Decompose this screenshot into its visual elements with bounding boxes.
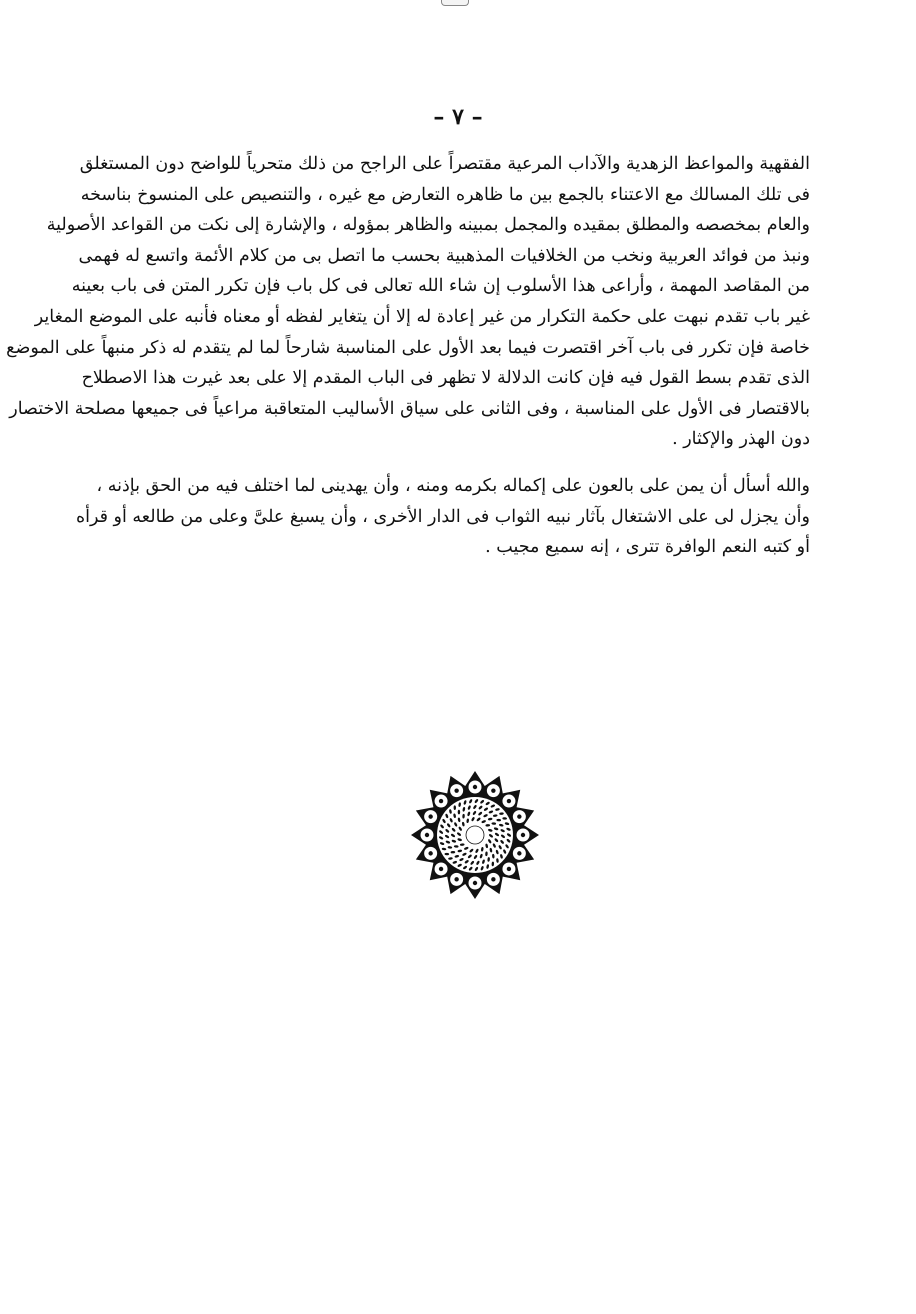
paragraph-1 — [6, 149, 810, 455]
ornament-lobe-dot — [491, 877, 495, 881]
ornament-lobe-dot — [507, 799, 511, 803]
text-line: الفقهية والمواعظ الزهدية والآداب المرعية مقتصراً على الراجح من ذلك متحرياً للواضح دون المستغلق — [79, 154, 810, 174]
ornament-lobe-dot — [517, 814, 521, 818]
ornament-lobe-dot — [473, 881, 477, 885]
ornament-lobe-dot — [473, 785, 477, 789]
ornament-lobe-dot — [439, 867, 443, 871]
text-line: خاصة فإن تكرر فى باب آخر اقتصرت فيما بعد الأول على المناسبة شارحاً لما لم يتقدم له ذكر منبهاً على الموضع — [6, 337, 810, 358]
text-line: وأن يجزل لى على الاشتغال بآثار نبيه الثواب فى الدار الأخرى ، وأن يسبغ علىَّ وعلى من طالعه أو قرأه — [75, 506, 810, 527]
ornament-lobe-dot — [439, 799, 443, 803]
main-text — [6, 149, 810, 563]
text-line: والعام بمخصصه والمطلق بمقيده والمجمل بمبينه والظاهر بمؤوله ، والإشارة إلى نكت من القواعد الأصولية — [46, 215, 810, 236]
ornament-lobe-dot — [428, 814, 432, 818]
text-line: ونبذ من فوائد العربية ونخب من الخلافيات المذهبية بحسب ما اتصل بى من كلام الأئمة واتسع له فهمى — [78, 245, 810, 266]
ornament-center — [466, 826, 484, 844]
text-line: غير باب تقدم نبهت على حكمة التكرار من غير إعادة له إلا أن يتغاير لفظه أو معناه فأنبه على الموضع المغاير — [34, 306, 810, 327]
text-line: فى تلك المسالك مع الاعتناء بالجمع بين ما ظاهره التعارض مع غيره ، والتنصيص على المنسوخ بناسخه — [80, 184, 810, 205]
ornament-lobe-dot — [507, 867, 511, 871]
ornament-lobe-dot — [491, 788, 495, 792]
text-line: أو كتبه النعم الوافرة تترى ، إنه سميع مجيب . — [485, 537, 810, 558]
page-edge-tab — [441, 0, 469, 6]
ornament-lobe-dot — [425, 833, 429, 837]
text-line: الذى تقدم بسط القول فيه فإن كانت الدلالة لا تظهر فى الباب المقدم إلا على بعد غيرت هذا الاصطلاح — [81, 368, 810, 389]
ornament-lobe-dot — [517, 851, 521, 855]
ornament-lobe-dot — [428, 851, 432, 855]
ornament-lobe-dot — [521, 833, 525, 837]
ornament-lobe-dot — [454, 788, 458, 792]
arabesque-rosette-icon — [408, 768, 542, 902]
paragraph-2 — [75, 471, 810, 563]
text-line: بالاقتصار فى الأول على المناسبة ، وفى الثانى على سياق الأساليب المتعاقبة مراعياً فى جميعها مصلحة الاختصار — [9, 398, 810, 419]
text-line: والله أسأل أن يمن على بالعون على إكماله بكرمه ومنه ، وأن يهدينى لما اختلف فيه من الحق بإذنه ، — [96, 475, 810, 496]
text-line: دون الهذر والإكثار . — [672, 429, 810, 450]
text-line: من المقاصد المهمة ، وأراعى هذا الأسلوب إن شاء الله تعالى فى كل باب فإن تكرر المتن فى باب بعينه — [71, 276, 810, 297]
ornament-lobe-dot — [454, 877, 458, 881]
ornament-spiral-mark — [458, 810, 460, 815]
page-number: – ٧ – — [433, 104, 483, 130]
